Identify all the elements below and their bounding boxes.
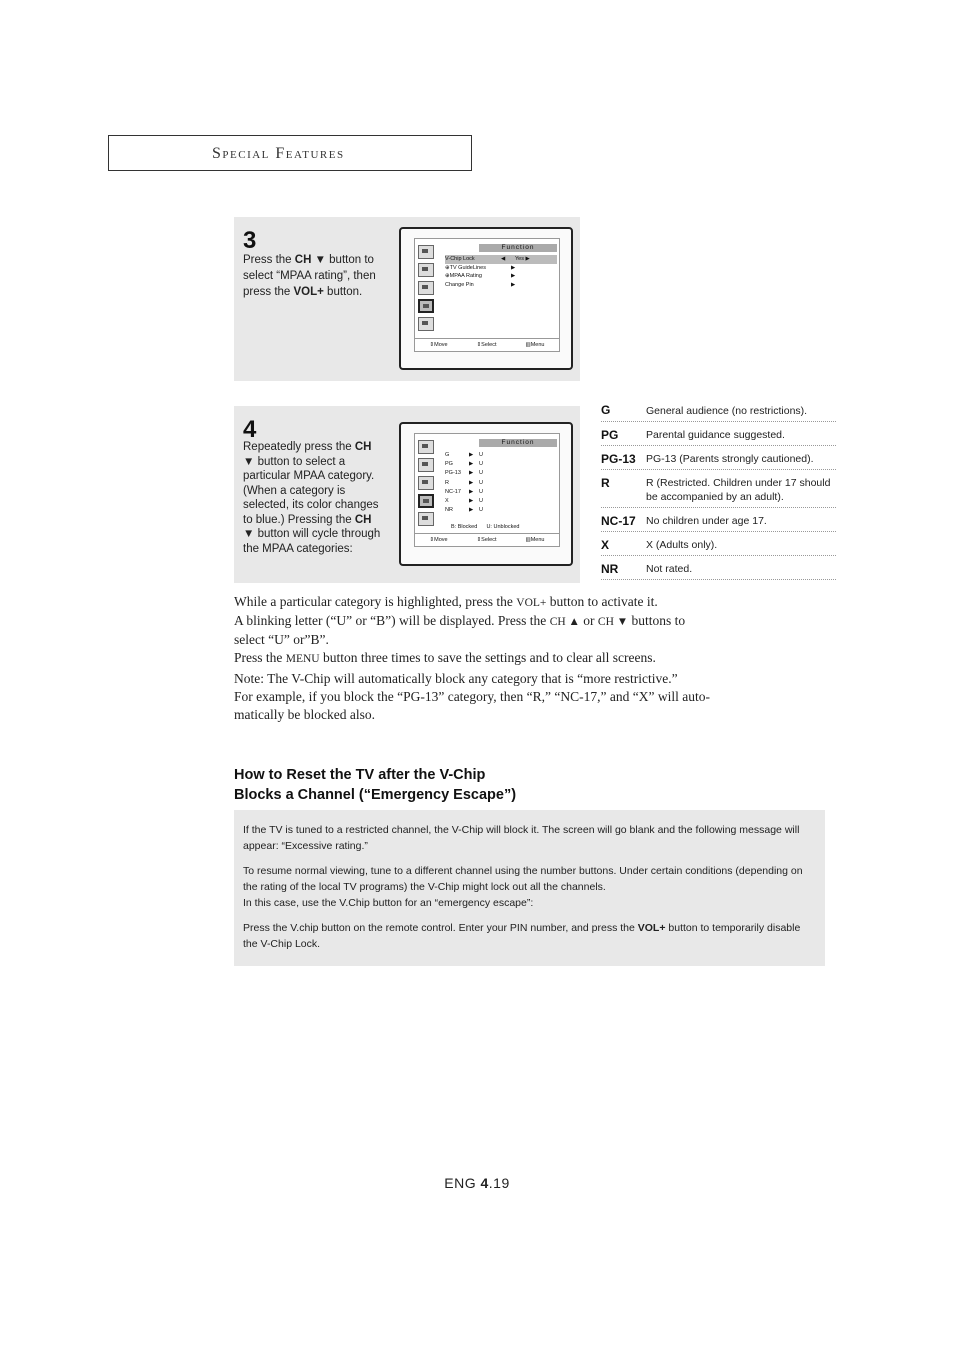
rating-code: NR [601, 562, 619, 576]
rating-label: PG [445, 461, 453, 468]
info-text: button to temporarily disable the V-Chip Lock. [243, 922, 801, 950]
step-text-part: button will cycle through the MPAA categories: [243, 528, 381, 555]
right-arrow-icon: ▶ [511, 281, 516, 288]
menu-row-vchip-lock [445, 255, 557, 264]
rating-entry-nr [601, 556, 836, 580]
rating-label: NR [445, 507, 453, 514]
right-arrow-icon: ▶ [469, 488, 474, 495]
menu-hint: ▥Menu [525, 342, 545, 348]
tv-menu-display [414, 238, 560, 352]
rating-entry-r [601, 470, 836, 508]
body-line: matically be blocked also. [234, 707, 375, 722]
body-line: For example, if you block the “PG-13” category, then “R,” “NC-17,” and “X” will auto- [234, 689, 710, 704]
sound-icon [418, 263, 434, 277]
menu-sidebar [416, 440, 436, 530]
step-instructions [243, 252, 383, 300]
rating-status: U [479, 452, 483, 458]
select-hint: ⇕Select [476, 537, 497, 543]
step-4-panel [234, 406, 580, 583]
sound-icon [418, 458, 434, 472]
body-paragraph-menu [234, 649, 794, 668]
rating-row-pg13 [445, 469, 557, 478]
step-text-part: Repeatedly press the [243, 441, 355, 453]
move-hint: ⇕Move [429, 342, 448, 348]
menu-row-label: V-Chip Lock [445, 256, 475, 262]
info-paragraph [243, 863, 803, 911]
rating-entry-x [601, 532, 836, 556]
step-text-part: button to select “MPAA rating”, then press the [243, 254, 376, 298]
step-number: 3 [243, 227, 257, 254]
rating-label: PG-13 [445, 470, 461, 477]
heading-line: How to Reset the TV after the V-Chip [234, 767, 486, 783]
rating-description: X (Adults only). [646, 539, 718, 551]
info-text: In this case, use the V.Chip button for an “emergency escape”: [243, 897, 534, 909]
rating-label: R [445, 479, 449, 486]
rating-row-x [445, 497, 557, 506]
rating-row-g [445, 451, 557, 460]
menu-row-tv-guidelines [445, 264, 557, 273]
emergency-escape-info-box [234, 810, 825, 966]
menu-title: Function [479, 439, 557, 447]
rating-status: U [479, 461, 483, 468]
body-line: Note: The V-Chip will automatically block any category that is “more restrictive.” [234, 671, 678, 686]
info-paragraph: If the TV is tuned to a restricted channel, the V-Chip will block it. The screen will go blank and the following message will appear: “Excessive rating.” [243, 824, 800, 852]
rating-status: U [479, 479, 483, 486]
section-header-title: Special Features [212, 145, 345, 162]
rating-code: PG [601, 428, 619, 442]
info-paragraph [243, 920, 803, 952]
move-hint: ⇕Move [429, 537, 448, 543]
menu-row-value: Yes ▶ [515, 256, 530, 262]
setup-icon [418, 512, 434, 526]
rating-code: PG-13 [601, 452, 636, 466]
rating-status: U [479, 507, 483, 514]
rating-description: General audience (no restrictions). [646, 405, 808, 417]
rating-status: U [479, 497, 483, 504]
rating-code: G [601, 403, 611, 417]
step-instructions [243, 440, 381, 556]
menu-hint: ▥Menu [525, 537, 545, 543]
body-paragraph-activate [234, 593, 774, 649]
picture-icon [418, 440, 434, 454]
menu-title: Function [479, 244, 557, 252]
rating-entry-nc17 [601, 508, 836, 532]
rating-entry-g [601, 403, 836, 422]
key-label: VOL+ [293, 286, 324, 298]
right-arrow-icon: ▶ [469, 507, 474, 514]
menu-footer [415, 338, 559, 351]
menu-list [445, 255, 557, 289]
tv-screen-illustration [399, 227, 573, 370]
rating-description: No children under age 17. [646, 515, 767, 527]
rating-row-r [445, 479, 557, 488]
tv-screen-illustration [399, 422, 573, 566]
rating-description: PG-13 (Parents strongly cautioned). [646, 453, 814, 465]
info-text: Press the V.chip button on the remote control. Enter your PIN number, and press the [243, 922, 638, 934]
picture-icon [418, 245, 434, 259]
rating-row-nc17 [445, 488, 557, 497]
rating-status: U [479, 470, 483, 477]
menu-row-change-pin [445, 281, 557, 290]
step-text-part: Press the [243, 254, 295, 266]
body-text: button to activate it. [546, 594, 658, 609]
right-arrow-icon: ▶ [469, 497, 474, 504]
step-text-part: button. [323, 286, 363, 298]
tv-menu-display [414, 433, 560, 547]
right-arrow-icon: ▶ [511, 273, 516, 279]
key-label: CH ▼ [597, 616, 629, 628]
right-arrow-icon: ▶ [469, 461, 474, 468]
rating-label: X [445, 497, 449, 504]
page-num: .19 [488, 1175, 510, 1191]
body-line [234, 612, 774, 631]
page-number [0, 1175, 954, 1191]
key-label: CH ▼ [294, 254, 326, 266]
step-text-part: button to select a particular MPAA category. (When a category is selected, its color changes to blue.) Pressing the [243, 455, 379, 526]
body-text: buttons to [628, 613, 686, 628]
key-label: CH ▼ [243, 513, 372, 540]
rating-description: Parental guidance suggested. [646, 429, 785, 441]
key-label: MENU [285, 653, 320, 665]
menu-row-mpaa-rating [445, 272, 557, 281]
right-arrow-icon: ▶ [511, 264, 516, 271]
body-line: select “U” or”B”. [234, 632, 329, 647]
rating-status: U [479, 488, 483, 495]
menu-row-label: ⊕MPAA Rating [445, 273, 482, 279]
setup-icon [418, 317, 434, 331]
info-text: To resume normal viewing, tune to a different channel using the number buttons. Under certain conditions (depending on the rating of the local TV programs) the V-Chip might lock out all the channels. [243, 865, 803, 893]
right-arrow-icon: ▶ [469, 479, 474, 486]
page-chapter: 4 [480, 1175, 489, 1191]
rating-entry-pg13 [601, 446, 836, 470]
menu-row-label: ⊕TV GuideLines [445, 264, 486, 271]
body-line [234, 593, 774, 612]
section-heading [234, 765, 516, 805]
rating-entry-pg [601, 422, 836, 446]
channel-icon [418, 281, 434, 295]
body-text: or [579, 613, 598, 628]
section-header-box [108, 135, 472, 171]
function-icon [418, 494, 434, 508]
rating-label: NC-17 [445, 488, 461, 495]
heading-line: Blocks a Channel (“Emergency Escape”) [234, 787, 517, 803]
rating-description: Not rated. [646, 563, 693, 575]
rating-code: X [601, 538, 610, 552]
menu-row-label: Change Pin [445, 281, 474, 288]
key-label: CH ▲ [549, 616, 580, 628]
mpaa-ratings-table [601, 403, 836, 580]
step-3-panel [234, 217, 580, 381]
page-lang: ENG [444, 1175, 481, 1191]
rating-description: R (Restricted. Children under 17 should be accompanied by an adult). [646, 477, 831, 503]
rating-list [445, 451, 557, 515]
body-text: A blinking letter (“U” or “B”) will be displayed. Press the [234, 613, 550, 628]
key-label: CH ▼ [243, 441, 372, 468]
rating-code: R [601, 476, 610, 490]
menu-sidebar [416, 245, 436, 335]
body-paragraph-note [234, 670, 794, 724]
rating-row-nr [445, 506, 557, 515]
left-arrow-icon: ◀ [501, 256, 506, 262]
channel-icon [418, 476, 434, 490]
rating-row-pg [445, 460, 557, 469]
rating-label: G [445, 452, 450, 458]
key-label: VOL+ [516, 597, 547, 609]
body-text: While a particular category is highlighted, press the [234, 594, 517, 609]
rating-code: NC-17 [601, 514, 636, 528]
step-number: 4 [243, 416, 257, 443]
body-text: Press the [234, 650, 286, 665]
body-text: button three times to save the settings and to clear all screens. [319, 650, 656, 665]
block-legend: B: Blocked U: Unblocked [451, 524, 520, 530]
select-hint: ⇕Select [476, 342, 497, 348]
key-label: VOL+ [637, 922, 666, 934]
right-arrow-icon: ▶ [469, 470, 474, 477]
menu-footer [415, 533, 559, 546]
function-icon [418, 299, 434, 313]
right-arrow-icon: ▶ [469, 452, 474, 458]
